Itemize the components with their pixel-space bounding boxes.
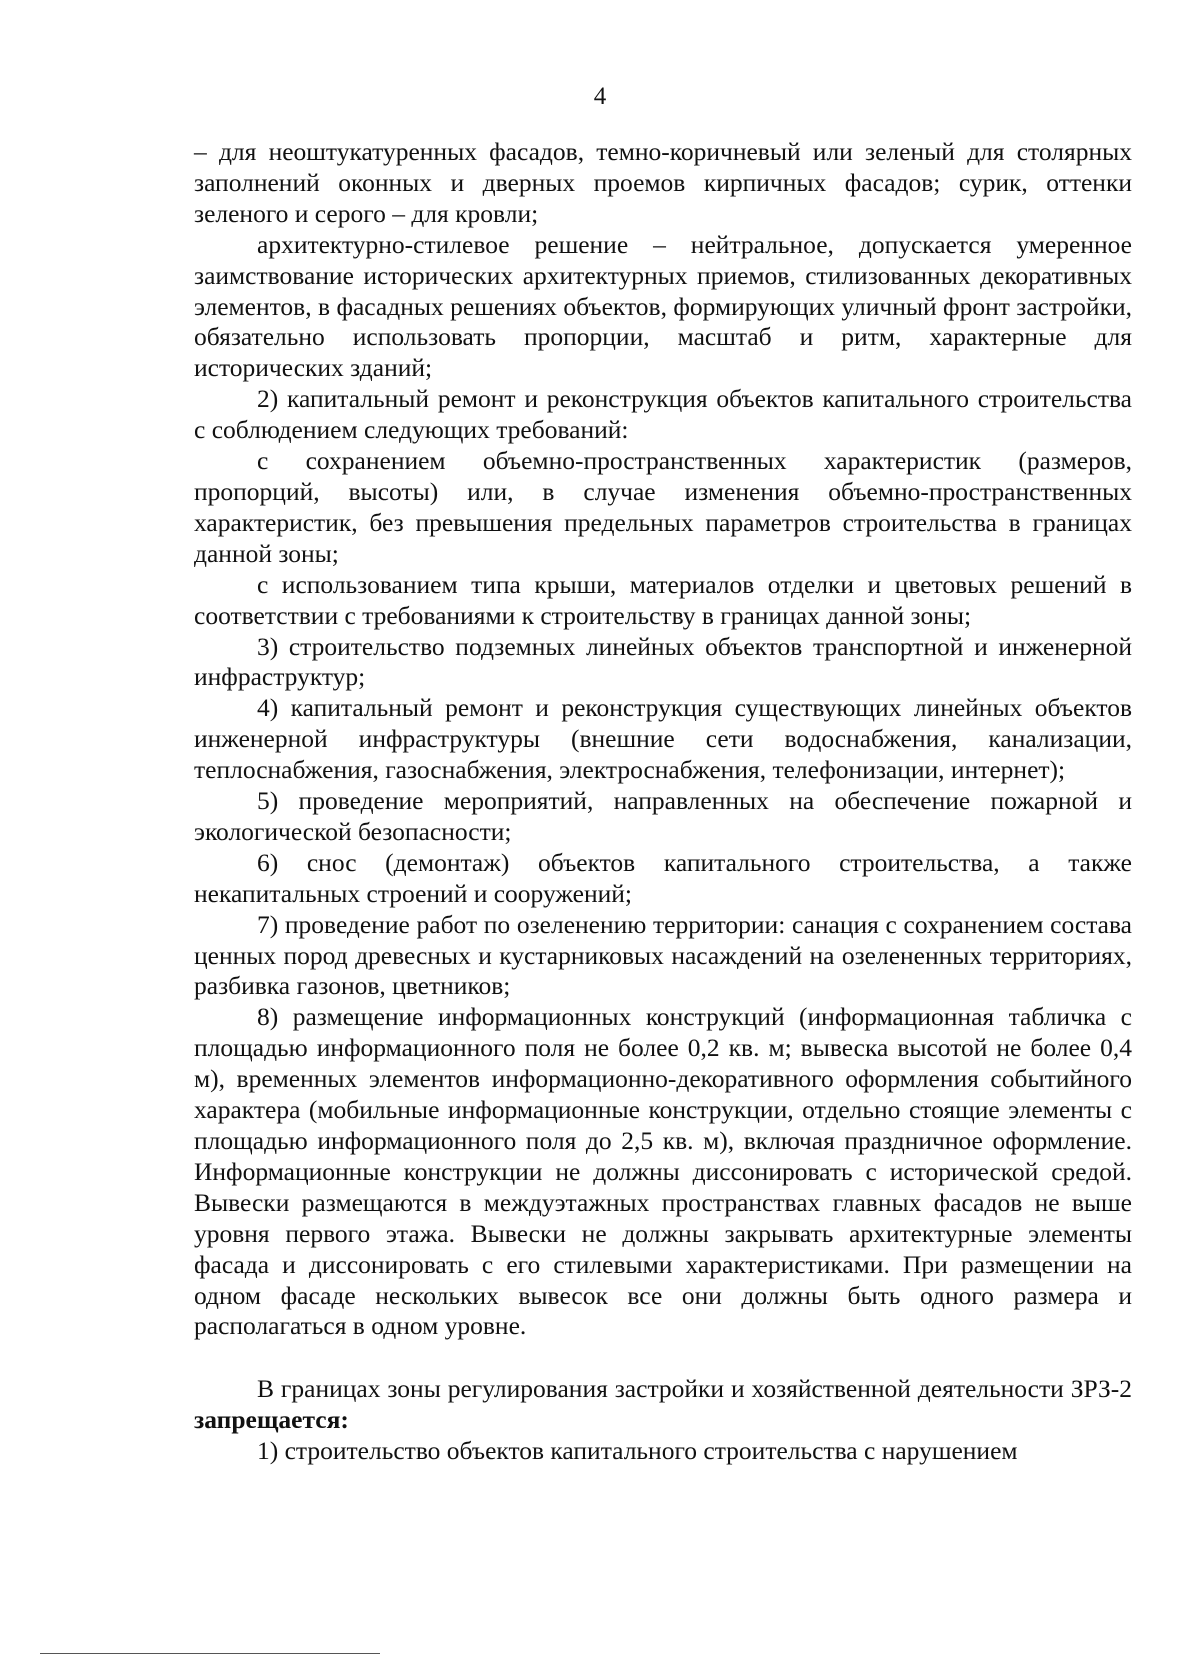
paragraph-item-7: 7) проведение работ по озеленению территории: санация с сохранением состава ценных пород древесных и кустарниковых насаждений на озелененных территориях, разбивка газонов, цветников; [194, 909, 1132, 1001]
zone-heading-emphasis: запрещается: [194, 1405, 349, 1435]
paragraph-item-5: 5) проведение мероприятий, направленных на обеспечение пожарной и экологической безопасности; [194, 786, 1132, 846]
page-number: 4 [593, 83, 607, 110]
paragraph-item-4: 4) капитальный ремонт и реконструкция существующих линейных объектов инженерной инфраструктуры (внешние сети водоснабжения, канализации, теплоснабжения, газоснабжения, электроснабжения, телефонизации, интернет); [194, 693, 1132, 785]
paragraph-facade-colors: – для неоштукатуренных фасадов, темно-коричневый или зеленый для столярных заполнений оконных и дверных проемов кирпичных фасадов; сурик, оттенки зеленого и серого – для кровли; [194, 137, 1132, 228]
paragraph-item-6: 6) снос (демонтаж) объектов капитального строительства, а также некапитальных строений и сооружений; [194, 847, 1132, 908]
zone-heading [194, 1374, 1132, 1436]
paragraph-volumetric-characteristics: с сохранением объемно-пространственных характеристик (размеров, пропорций, высоты) или, в случае изменения объемно-пространственных характеристик, без превышения предельных параметров строительства в границах данной зоны; [194, 446, 1132, 568]
document-body [194, 137, 1132, 1467]
paragraph-item-8: 8) размещение информационных конструкций (информационная табличка с площадью информационного поля не более 0,2 кв. м; вывеска высотой не более 0,4 м), временных элементов информационно-декоративного оформления событийного характера (мобильные информационные конструкции, отдельно стоящие элементы с площадью информационного поля до 2,5 кв. м), включая праздничное оформление. Информационные конструкции не должны диссонировать с исторической средой. Вывески размещаются в междуэтажных пространствах главных фасадов не выше уровня первого этажа. Вывески не должны закрывать архитектурные элементы фасада и диссонировать с его стилевыми характеристиками. При размещении на одном фасаде нескольких вывесок все они должны быть одного размера и располагаться в одном уровне. [194, 1002, 1132, 1341]
paragraph-prohibited-item-1: 1) строительство объектов капитального строительства с нарушением [257, 1436, 1018, 1466]
paragraph-architectural-style: архитектурно-стилевое решение – нейтральное, допускается умеренное заимствование исторических архитектурных приемов, стилизованных декоративных элементов, в фасадных решениях объектов, формирующих уличный фронт застройки, обязательно использовать пропорции, масштаб и ритм, характерные для исторических зданий; [194, 229, 1132, 383]
zone-heading-text: В границах зоны регулирования застройки и хозяйственной деятельности ЗРЗ-2 [257, 1374, 1132, 1404]
footnote-divider [40, 1653, 380, 1654]
paragraph-item-3: 3) строительство подземных линейных объектов транспортной и инженерной инфраструктур; [194, 631, 1132, 692]
paragraph-roof-materials: с использованием типа крыши, материалов отделки и цветовых решений в соответствии с требованиями к строительству в границах данной зоны; [194, 569, 1132, 630]
paragraph-item-2: 2) капитальный ремонт и реконструкция объектов капитального строительства с соблюдением следующих требований: [194, 384, 1132, 445]
